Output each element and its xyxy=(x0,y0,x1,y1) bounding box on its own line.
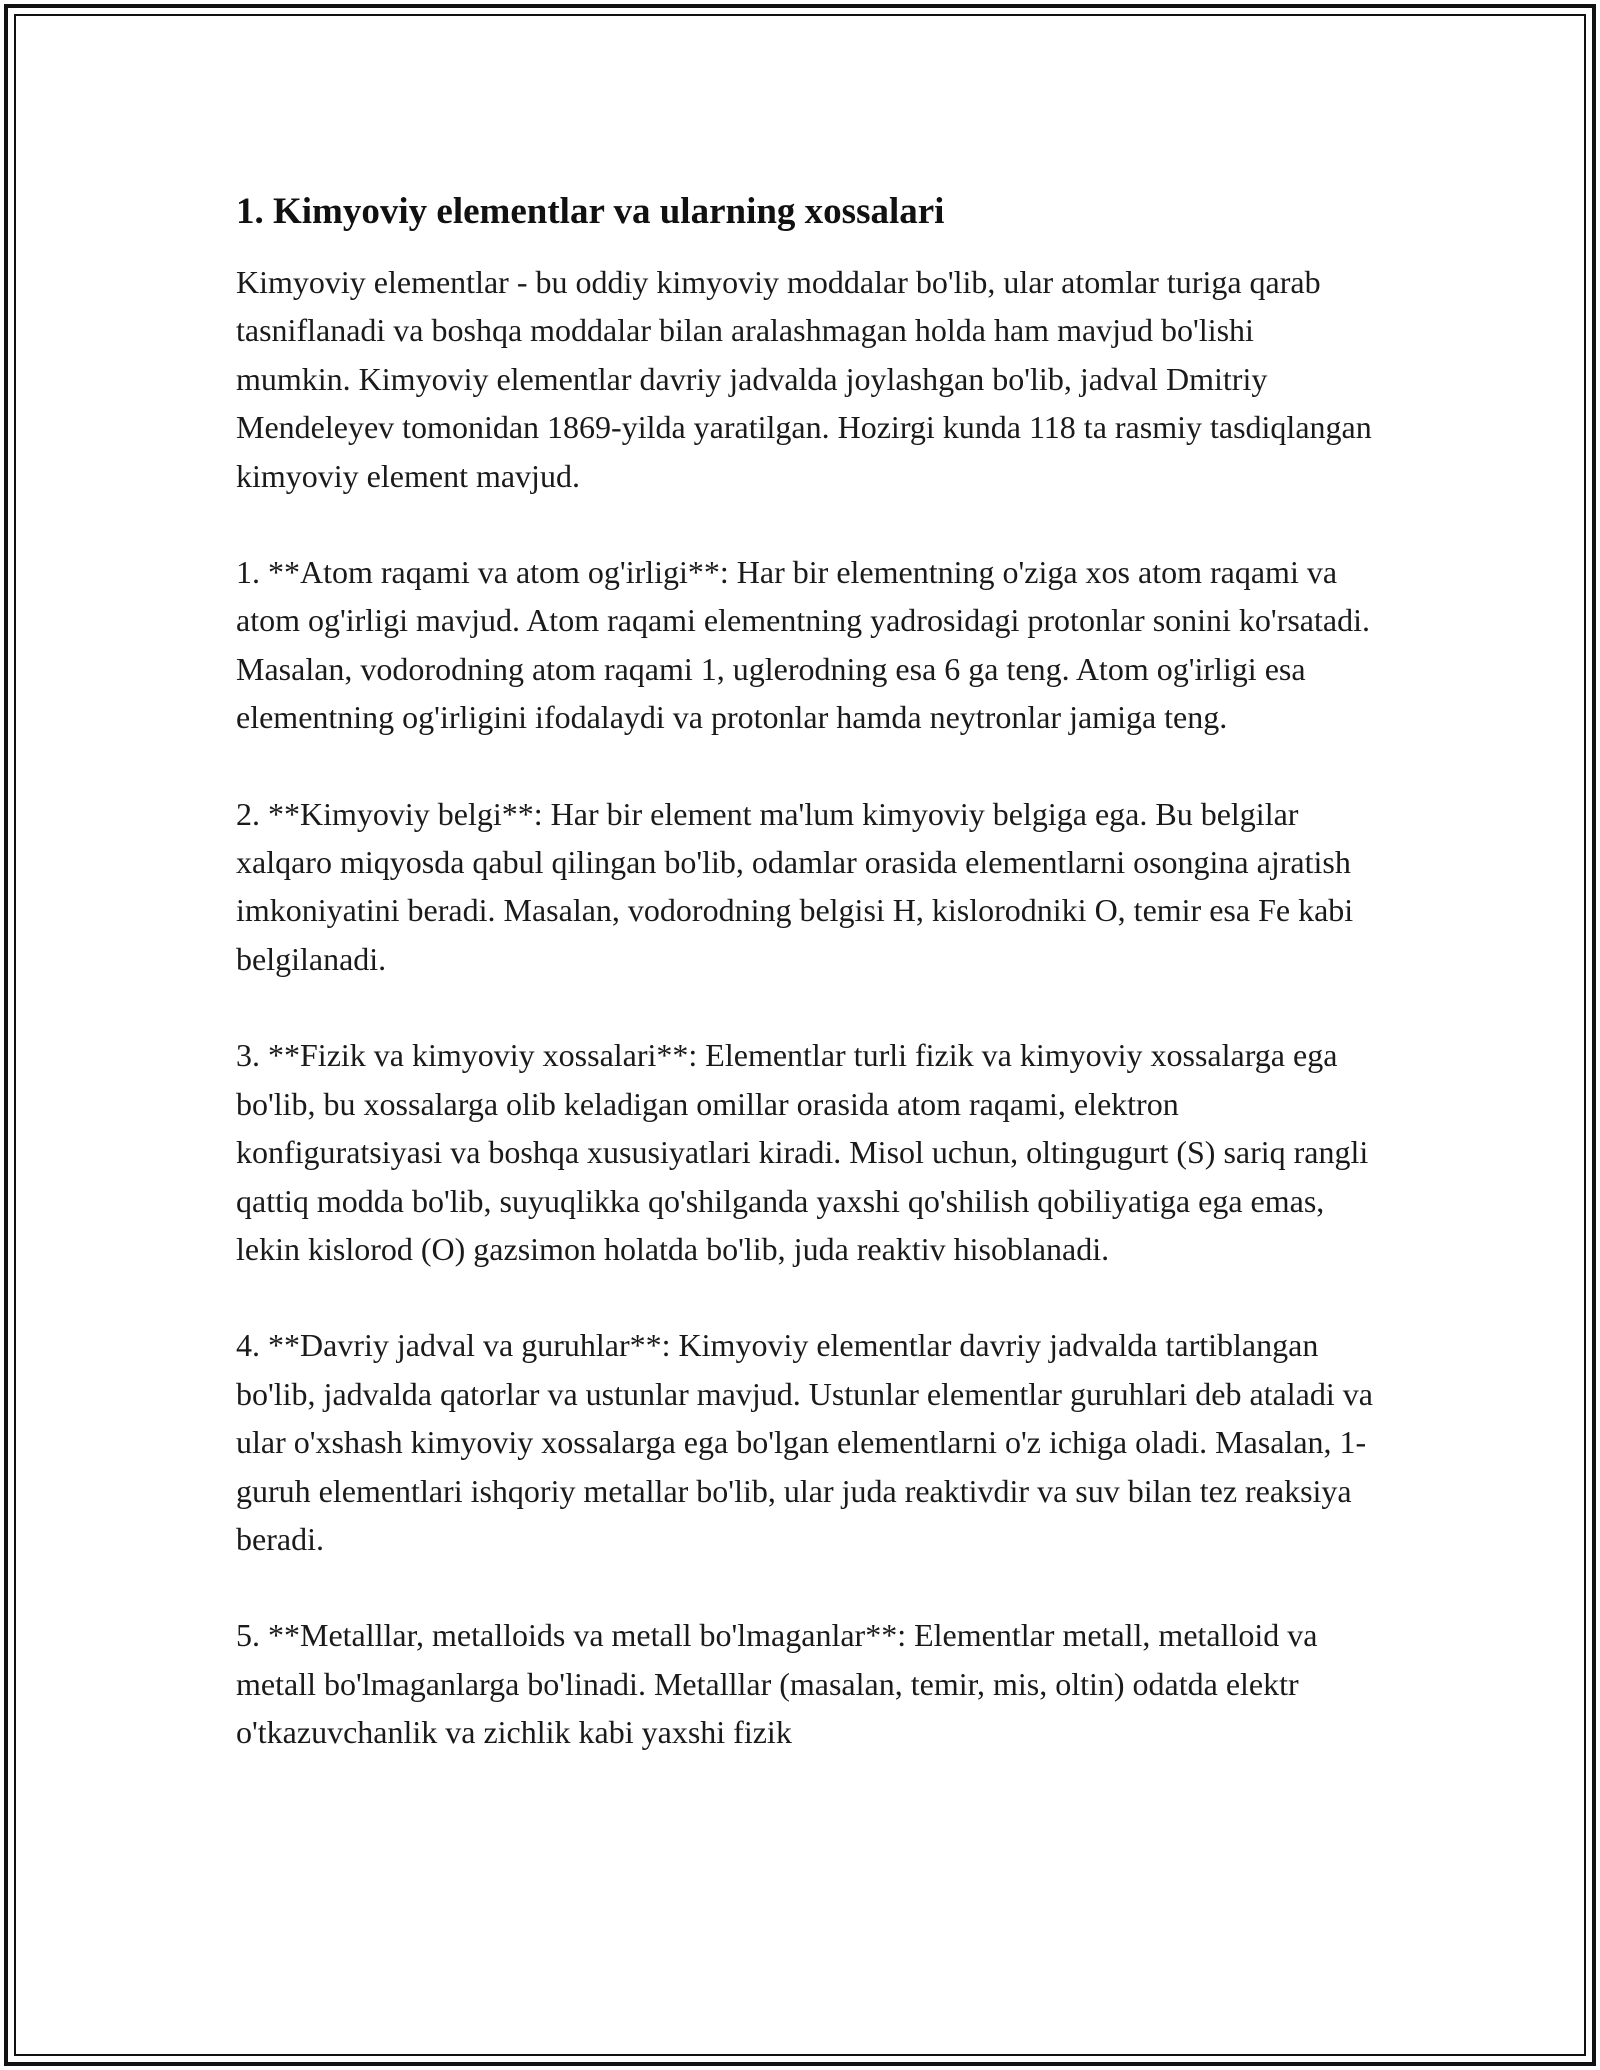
paragraph-metals-metalloids: 5. **Metalllar, metalloids va metall bo'lmaganlar**: Elementlar metall, metalloid va metall bo'lmaganlarga bo'linadi. Metalllar (masalan, temir, mis, oltin) odatda elektr o'tkazuvchanlik va zichlik kabi yaxshi fizik xyxy=(236,1617,1318,1751)
paragraph-intro: Kimyoviy elementlar - bu oddiy kimyoviy moddalar bo'lib, ular atomlar turiga qarab tasniflanadi va boshqa moddalar bilan aralashmagan holda ham mavjud bo'lishi mumkin. Kimyoviy elementlar davriy jadvalda joylashgan bo'lib, jadval Dmitriy Mendeleyev tomonidan 1869-yilda yaratilgan. Hozirgi kunda 118 ta rasmiy tasdiqlangan kimyoviy element mavjud. xyxy=(236,264,1372,494)
document-body xyxy=(236,186,1376,1805)
paragraph-atom-number: 1. **Atom raqami va atom og'irligi**: Har bir elementning o'ziga xos atom raqami va atom og'irligi mavjud. Atom raqami elementning yadrosidagi protonlar sonini ko'rsatadi. Masalan, vodorodning atom raqami 1, uglerodning esa 6 ga teng. Atom og'irligi esa elementning og'irligini ifodalaydi va protonlar hamda neytronlar jamiga teng. xyxy=(236,554,1370,736)
document-title: 1. Kimyoviy elementlar va ularning xossalari xyxy=(236,191,945,232)
paragraph-physical-chemical-properties: 3. **Fizik va kimyoviy xossalari**: Elementlar turli fizik va kimyoviy xossalarga ega bo'lib, bu xossalarga olib keladigan omillar orasida atom raqami, elektron konfiguratsiyasi va boshqa xususiyatlari kiradi. Misol uchun, oltingugurt (S) sariq rangli qattiq modda bo'lib, suyuqlikka qo'shilganda yaxshi qo'shilish qobiliyatiga ega emas, lekin kislorod (O) gazsimon holatda bo'lib, juda reaktiv hisoblanadi. xyxy=(236,1037,1369,1267)
paragraph-periodic-table-groups: 4. **Davriy jadval va guruhlar**: Kimyoviy elementlar davriy jadvalda tartiblangan bo'lib, jadvalda qatorlar va ustunlar mavjud. Ustunlar elementlar guruhlari deb ataladi va ular o'xshash kimyoviy xossalarga ega bo'lgan elementlarni o'z ichiga oladi. Masalan, 1-guruh elementlari ishqoriy metallar bo'lib, ular juda reaktivdir va suv bilan tez reaksiya beradi. xyxy=(236,1327,1373,1557)
paragraph-chemical-symbol: 2. **Kimyoviy belgi**: Har bir element ma'lum kimyoviy belgiga ega. Bu belgilar xalqaro miqyosda qabul qilingan bo'lib, odamlar orasida elementlarni osongina ajratish imkoniyatini beradi. Masalan, vodorodning belgisi H, kislorodniki O, temir esa Fe kabi belgilanadi. xyxy=(236,795,1354,977)
